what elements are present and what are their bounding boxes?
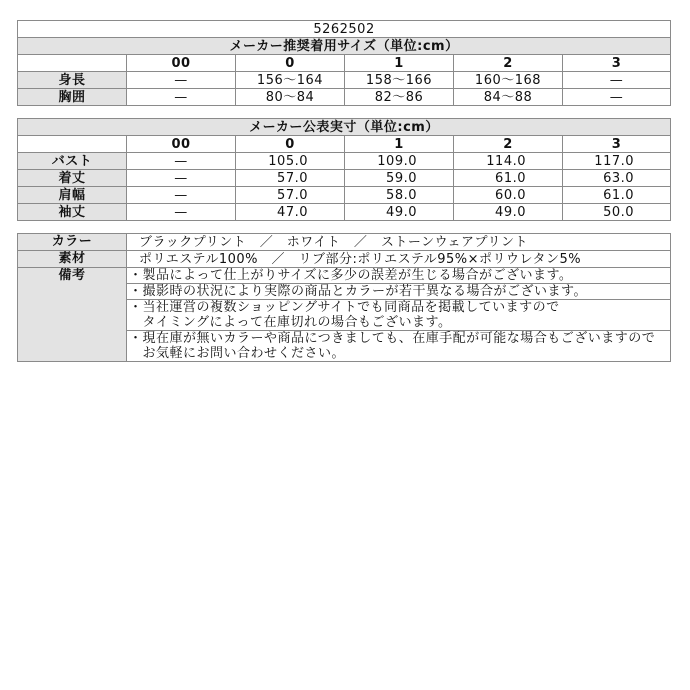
table-cell: — [127,89,236,106]
material-label: 素材 [18,251,127,268]
size-header: 3 [563,55,671,72]
header-empty-cell [18,136,127,153]
row-label-height: 身長 [18,72,127,89]
row-label-length: 着丈 [18,170,127,187]
color-label: カラー [18,234,127,251]
table-cell: 105.0 [236,153,345,170]
table-row [18,234,671,251]
table-cell: — [563,89,671,106]
row-label-bust: バスト [18,153,127,170]
row-label-chest: 胸囲 [18,89,127,106]
table-row [18,170,671,187]
note-item [127,284,671,300]
table-cell: 57.0 [236,187,345,204]
table-cell: — [127,153,236,170]
row-label-shoulder: 肩幅 [18,187,127,204]
size-header: 1 [345,55,454,72]
table-cell: 50.0 [563,204,671,221]
table-cell: 47.0 [236,204,345,221]
table-cell: 156～164 [236,72,345,89]
note-line: ・現在庫が無いカラーや商品につきましても、在庫手配が可能な場合もございますので [129,331,656,346]
table-cell: 80～84 [236,89,345,106]
size-header: 0 [236,136,345,153]
table-cell: — [127,72,236,89]
table-cell: 84～88 [454,89,563,106]
size-header: 2 [454,136,563,153]
size-header: 0 [236,55,345,72]
color-value: ブラックプリント ／ ホワイト ／ ストーンウェアプリント [127,234,671,251]
table-row [18,153,671,170]
note-line: お気軽にお問い合わせください。 [129,346,346,361]
table-cell: — [127,204,236,221]
table-row [18,187,671,204]
size-header: 2 [454,55,563,72]
table-row [18,89,671,106]
size-header: 00 [127,136,236,153]
table-cell: — [563,72,671,89]
table-row [18,268,671,284]
note-line: ・製品によって仕上がりサイズに多少の誤差が生じる場合がございます。 [129,268,573,283]
note-line: タイミングによって在庫切れの場合もございます。 [129,315,452,330]
table-cell: 160～168 [454,72,563,89]
table-cell: 58.0 [345,187,454,204]
table-cell: 49.0 [345,204,454,221]
table-cell: 82～86 [345,89,454,106]
table-cell: 109.0 [345,153,454,170]
table-cell: 63.0 [563,170,671,187]
recommended-size-table [17,20,671,106]
table-cell: 114.0 [454,153,563,170]
table-cell: 49.0 [454,204,563,221]
note-item [127,300,671,331]
table-row [18,204,671,221]
table-cell: 61.0 [454,170,563,187]
note-item [127,331,671,362]
size-header: 00 [127,55,236,72]
notes-label: 備考 [18,268,127,362]
size-header: 3 [563,136,671,153]
table-cell: — [127,170,236,187]
measured-size-table [17,118,671,221]
product-code: 5262502 [18,21,671,38]
table-cell: 61.0 [563,187,671,204]
table-cell: — [127,187,236,204]
note-line: ・当社運営の複数ショッピングサイトでも同商品を掲載していますので [129,300,560,315]
table-row [18,251,671,268]
note-item [127,268,671,284]
table-cell: 57.0 [236,170,345,187]
header-empty-cell [18,55,127,72]
table-row [18,72,671,89]
size-header: 1 [345,136,454,153]
table-cell: 117.0 [563,153,671,170]
row-label-sleeve: 袖丈 [18,204,127,221]
table-cell: 59.0 [345,170,454,187]
material-value: ポリエステル100% ／ リブ部分:ポリエステル95%×ポリウレタン5% [127,251,671,268]
recommended-table-title: メーカー推奨着用サイズ（単位:cm） [18,38,671,55]
table-cell: 60.0 [454,187,563,204]
product-info-table [17,233,671,362]
table-cell: 158～166 [345,72,454,89]
note-line: ・撮影時の状況により実際の商品とカラーが若干異なる場合がございます。 [129,284,587,299]
measured-table-title: メーカー公表実寸（単位:cm） [18,119,671,136]
